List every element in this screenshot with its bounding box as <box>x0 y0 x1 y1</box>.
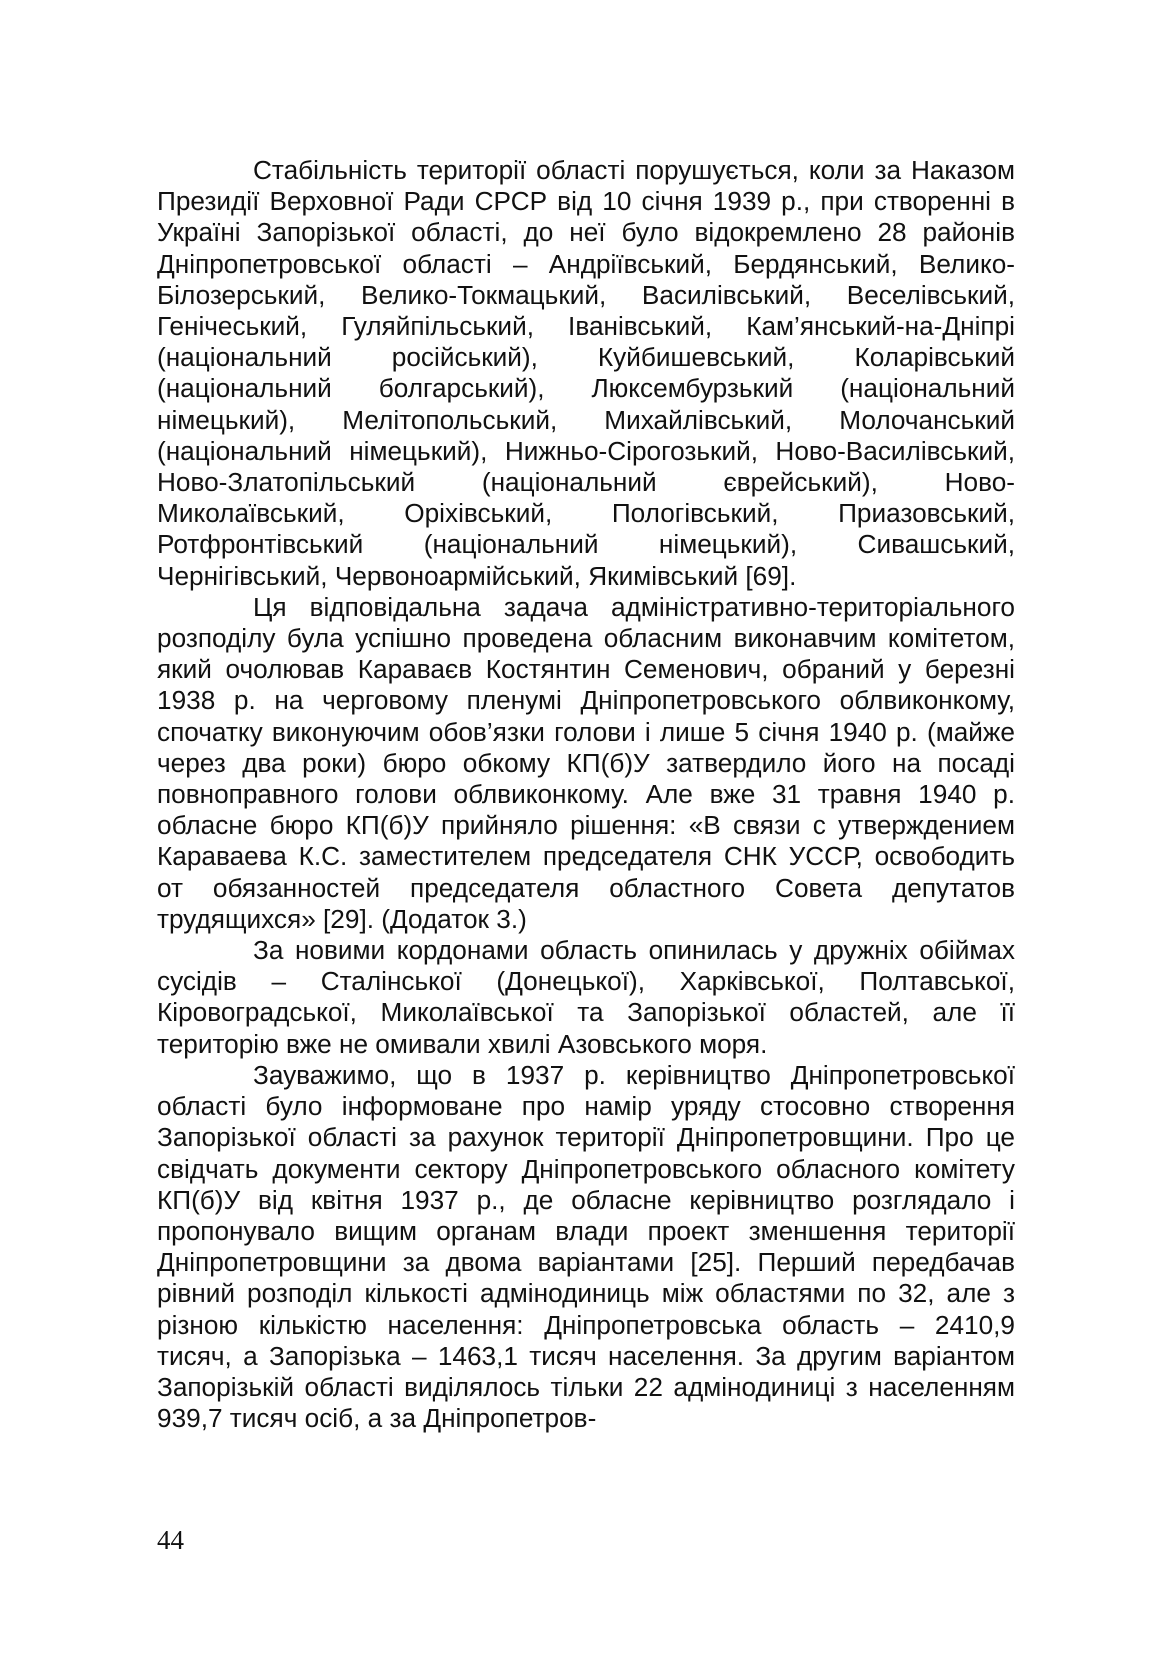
paragraph-2: Ця відповідальна задача адміністративно-територіального розподілу була успішно проведена обласним виконавчим комітетом, який очолював Караваєв Костянтин Семенович, обраний у березні 1938 р. на черговому пленумі Дніпропетровського облвиконкому, спочатку виконуючим обов’язки голови і лише 5 січня 1940 р. (майже через два роки) бюро обкому КП(б)У затвердило його на посаді повноправного голови облвиконкому. Але вже 31 травня 1940 р. обласне бюро КП(б)У прийняло рішення: «В связи с утверждением Караваева К.С. заместителем председателя СНК УССР, освободить от обязанностей председателя областного Совета депутатов трудящихся» [29]. (Додаток 3.) <box>157 591 1015 934</box>
body-text <box>157 155 1015 1434</box>
paragraph-4: Зауважимо, що в 1937 р. керівництво Дніпропетровської області було інформоване про намір уряду стосовно створення Запорізької області за рахунок території Дніпропетровщини. Про це свідчать документи сектору Дніпропетровського обласного комітету КП(б)У від квітня 1937 р., де обласне керівництво розглядало і пропонувало вищим органам влади проект зменшення території Дніпропетровщини за двома варіантами [25]. Перший передбачав рівний розподіл кількості адмінодиниць між областями по 32, але з різною кількістю населення: Дніпропетровська область – 2410,9 тисяч, а Запорізька – 1463,1 тисяч населення. За другим варіантом Запорізькій області виділялось тільки 22 адмінодиниці з населенням 939,7 тисяч осіб, а за Дніпропетров- <box>157 1059 1015 1434</box>
paragraph-1: Стабільність території області порушується, коли за Наказом Президії Верховної Ради СРСР від 10 січня 1939 р., при створенні в Україні Запорізької області, до неї було відокремлено 28 районів Дніпропетровської області – Андріївський, Бердянський, Велико-Білозерський, Велико-Токмацький, Василівський, Веселівський, Генічеський, Гуляйпільський, Іванівський, Кам’янський-на-Дніпрі (національний російський), Куйбишевський, Коларівський (національний болгарський), Люксембурзький (національний німецький), Мелітопольський, Михайлівський, Молочанський (національний німецький), Нижньо-Сірогозький, Ново-Василівський, Ново-Златопільський (національний єврейський), Ново-Миколаївський, Оріхівський, Пологівський, Приазовський, Ротфронтівський (національний німецький), Сивашський, Чернігівський, Червоноармійський, Якимівський [69]. <box>157 155 1015 591</box>
page-number: 44 <box>157 1525 184 1555</box>
paragraph-3: За новими кордонами область опинилась у дружніх обіймах сусідів – Сталінської (Донецької), Харківської, Полтавської, Кіровоградської, Миколаївської та Запорізької областей, але її територію вже не омивали хвилі Азовського моря. <box>157 935 1015 1059</box>
